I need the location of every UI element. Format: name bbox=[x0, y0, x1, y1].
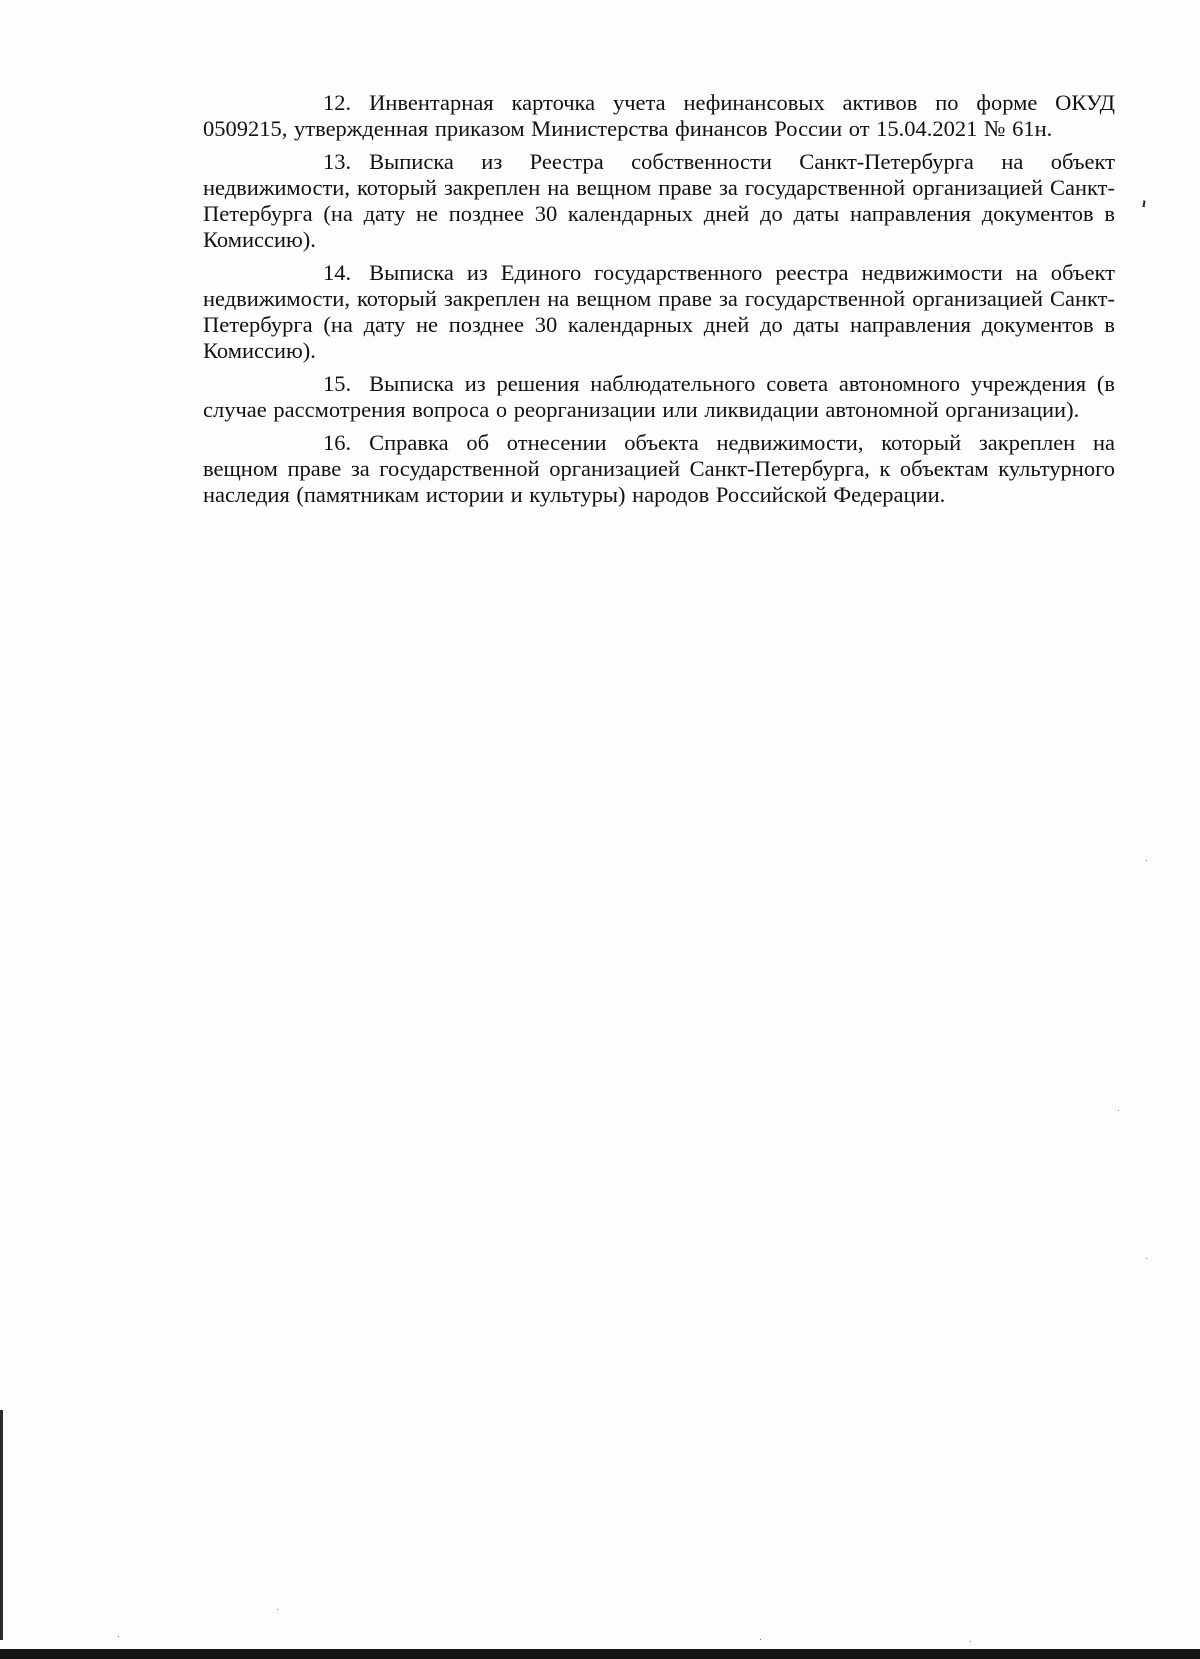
item-text: Выписка из решения наблюдательного совета автономного учреждения (в случае рассмотрения вопроса о реорганизации или ликвидации автономной организации). bbox=[203, 371, 1115, 422]
item-text: Выписка из Единого государственного реестра недвижимости на объект недвижимости, который закреплен на вещном праве за государственной организацией Санкт-Петербурга (на дату не позднее 30 календарных дней до даты направления документов в Комиссию). bbox=[203, 260, 1115, 363]
scan-left-edge bbox=[0, 1410, 3, 1640]
margin-mark: ı bbox=[1140, 195, 1148, 212]
scan-speck bbox=[1146, 1258, 1147, 1259]
item-number: 15. bbox=[323, 371, 352, 396]
item-number: 12. bbox=[323, 90, 352, 115]
item-text: Выписка из Реестра собственности Санкт-Петербурга на объект недвижимости, который закреплен на вещном праве за государственной организацией Санкт-Петербурга (на дату не позднее 30 календарных дней до даты направления документов в Комиссию). bbox=[203, 149, 1115, 252]
document-body bbox=[203, 90, 1115, 515]
list-item-13 bbox=[203, 149, 1115, 253]
item-number: 13. bbox=[323, 149, 352, 174]
scan-speck bbox=[970, 1641, 971, 1642]
item-text: Справка об отнесении объекта недвижимости, который закреплен на вещном праве за государственной организацией Санкт-Петербурга, к объектам культурного наследия (памятникам истории и культуры) народов Российской Федерации. bbox=[203, 430, 1115, 507]
scan-speck bbox=[118, 1636, 119, 1637]
item-number: 16. bbox=[323, 430, 352, 455]
scan-speck bbox=[1146, 860, 1147, 861]
list-item-14 bbox=[203, 260, 1115, 364]
scan-speck bbox=[1118, 1110, 1119, 1111]
item-number: 14. bbox=[323, 260, 352, 285]
scan-bottom-edge bbox=[0, 1649, 1200, 1659]
scan-speck bbox=[760, 1639, 761, 1640]
list-item-16 bbox=[203, 430, 1115, 508]
list-item-12 bbox=[203, 90, 1115, 142]
list-item-15 bbox=[203, 371, 1115, 423]
item-text: Инвентарная карточка учета нефинансовых активов по форме ОКУД 0509215, утвержденная приказом Министерства финансов России от 15.04.2021 № 61н. bbox=[203, 90, 1115, 141]
scan-speck bbox=[277, 1609, 278, 1610]
